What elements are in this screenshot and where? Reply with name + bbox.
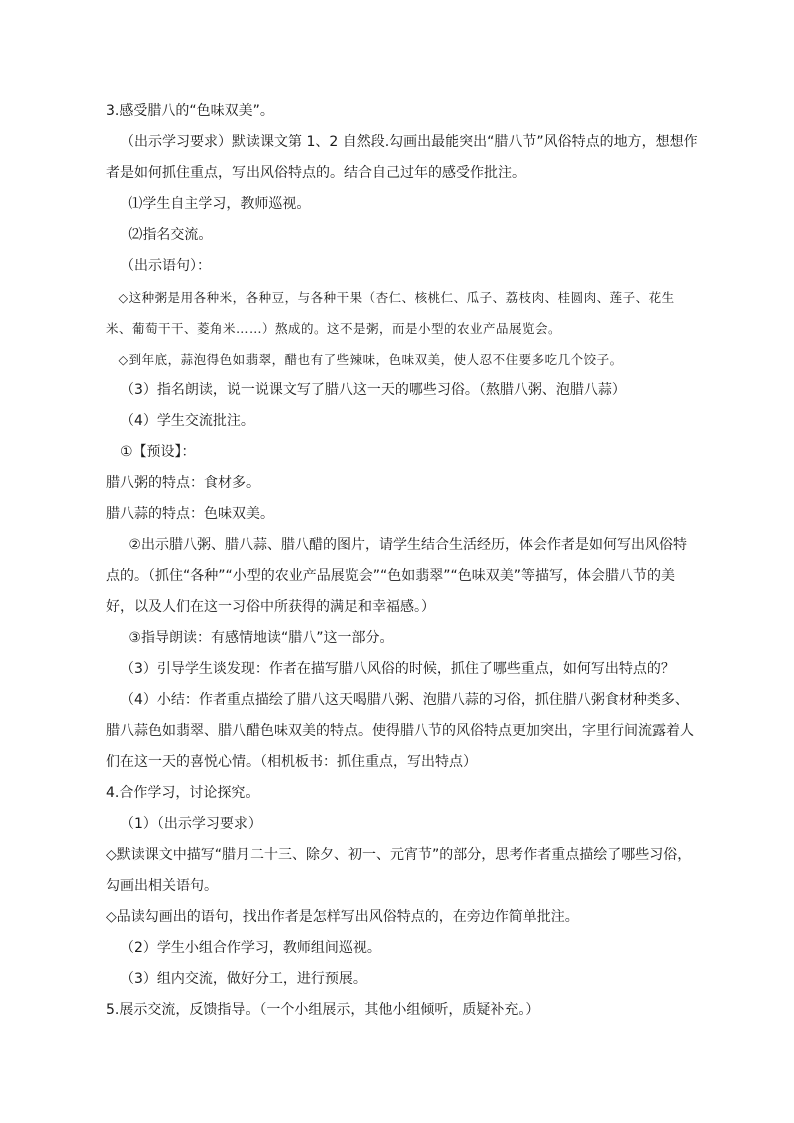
paragraph: （3）组内交流，做好分工，进行预展。 <box>120 971 367 987</box>
paragraph: 腊八粥的特点：食材多。 <box>106 475 260 491</box>
paragraph: （3）引导学生谈发现：作者在描写腊八风俗的时候，抓住了哪些重点，如何写出特点的？ <box>120 661 675 677</box>
paragraph: ③指导朗读：有感情地读“腊八”这一部分。 <box>128 630 394 646</box>
paragraph: 腊八蒜的特点：色味双美。 <box>106 506 274 522</box>
section-heading-3: 3.感受腊八的“色味双美”。 <box>106 103 274 119</box>
paragraph: （4）学生交流批注。 <box>120 413 255 429</box>
quoted-sentence: ◇这种粥是用各种米，各种豆，与各种干果（杏仁、核桃仁、瓜子、荔枝肉、桂圆肉、莲子、花生米、葡萄干干、菱角米……）熬成的。这不是粥，而是小型的农业产品展览会。 <box>106 290 675 336</box>
paragraph: ⑵指名交流。 <box>128 227 213 243</box>
paragraph: ◇默读课文中描写“腊月二十三、除夕、初一、元宵节”的部分，思考作者重点描绘了哪些习俗，勾画出相关语句。 <box>106 847 692 894</box>
paragraph: （出示学习要求）默读课文第 1、2 自然段.勾画出最能突出“腊八节”风俗特点的地方，想想作者是如何抓住重点，写出风俗特点的。结合自己过年的感受作批注。 <box>106 134 698 181</box>
paragraph: （1）（出示学习要求） <box>120 816 262 832</box>
paragraph: ◇品读勾画出的语句，找出作者是怎样写出风俗特点的，在旁边作简单批注。 <box>106 909 579 925</box>
section-heading-5: 5.展示交流，反馈指导。（一个小组展示，其他小组倾听，质疑补充。） <box>106 1002 540 1018</box>
document-body <box>106 96 700 1026</box>
section-heading-4: 4.合作学习，讨论探究。 <box>106 785 260 801</box>
paragraph: （出示语句）： <box>120 258 211 274</box>
paragraph: ②出示腊八粥、腊八蒜、腊八醋的图片，请学生结合生活经历，体会作者是如何写出风俗特点的。（抓住“各种”“小型的农业产品展览会”“色如翡翠”“色味双美”等描写，体会腊八节的美好，以及人们在这一习俗中所获得的满足和幸福感。） <box>106 537 687 615</box>
paragraph: ⑴学生自主学习，教师巡视。 <box>128 196 311 212</box>
paragraph: （4）小结：作者重点描绘了腊八这天喝腊八粥、泡腊八蒜的习俗，抓住腊八粥食材种类多、腊八蒜色如翡翠、腊八醋色味双美的特点。使得腊八节的风俗特点更加突出，字里行间流露着人们在这一天的喜悦心情。（相机板书：抓住重点，写出特点） <box>106 692 694 770</box>
paragraph: ①【预设】： <box>120 444 196 460</box>
paragraph: （2）学生小组合作学习，教师组间巡视。 <box>120 940 381 956</box>
paragraph: （3）指名朗读，说一说课文写了腊八这一天的哪些习俗。（熬腊八粥、泡腊八蒜） <box>120 382 626 398</box>
quoted-sentence: ◇到年底，蒜泡得色如翡翠，醋也有了些辣味，色味双美，使人忍不住要多吃几个饺子。 <box>118 352 623 367</box>
